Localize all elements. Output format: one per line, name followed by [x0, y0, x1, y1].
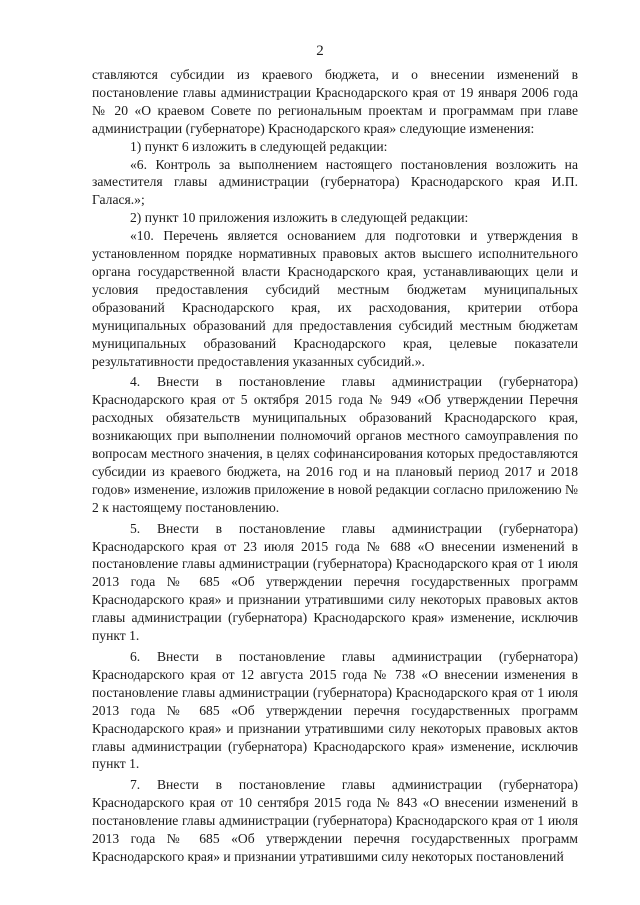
paragraph-4: 4. Внести в постановление главы администрации (губернатора) Краснодарского края от 5 октября 2015 года № 949 «Об утверждении Перечня расходных обязательств муниципальных образований Краснодарского края, возникающих при выполнении полномочий органов местного самоуправления по вопросам местного значения, в целях софинансирования которых предоставляются субсидии из краевого бюджета, на 2016 год и на плановый период 2017 и 2018 годов» изменение, изложив приложение в новой редакции согласно приложению № 2 к настоящему постановлению.: [92, 374, 578, 515]
paragraph-7: 7. Внести в постановление главы администрации (губернатора) Краснодарского края от 10 сентября 2015 года № 843 «О внесении изменений в постановление главы администрации (губернатора) Краснодарского края от 1 июля 2013 года № 685 «Об утверждении перечня государственных программ Краснодарского края» и признании утратившими силу некоторых постановлений: [92, 777, 578, 864]
paragraph-6: 6. Внести в постановление главы администрации (губернатора) Краснодарского края от 12 августа 2015 года № 738 «О внесении изменения в постановление главы администрации (губернатора) Краснодарского края от 1 июля 2013 года № 685 «Об утверждении перечня государственных программ Краснодарского края» и признании утратившими силу некоторых правовых актов главы администрации (губернатора) Краснодарского края» изменение, исключив пункт 1.: [92, 649, 578, 772]
paragraph-quote-6: «6. Контроль за выполнением настоящего постановления возложить на заместителя главы администрации (губернатора) Краснодарского края И.П. Галася.»;: [92, 156, 578, 208]
paragraph-quote-10: «10. Перечень является основанием для подготовки и утверждения в установленном порядке нормативных правовых актов высшего исполнительного органа государственной власти Краснодарского края, устанавливающих цели и условия предоставления субсидий местным бюджетам муниципальных образований Краснодарского края, их расходования, критерии отбора муниципальных образований для предоставления субсидий местным бюджетам муниципальных образований Краснодарского края, целевые показатели результативности предоставления указанных субсидий.».: [92, 228, 578, 369]
paragraph-item-1: 1) пункт 6 изложить в следующей редакции:: [130, 138, 388, 154]
page-number: 2: [316, 43, 324, 59]
paragraph-item-2: 2) пункт 10 приложения изложить в следующей редакции:: [130, 210, 469, 226]
paragraph-5: 5. Внести в постановление главы администрации (губернатора) Краснодарского края от 23 июля 2015 года № 688 «О внесении изменений в постановление главы администрации (губернатора) Краснодарского края от 1 июля 2013 года № 685 «Об утверждении перечня государственных программ Краснодарского края» и признании утратившими силу некоторых правовых актов главы администрации (губернатора) Краснодарского края» изменение, исключив пункт 1.: [92, 520, 578, 644]
document-body: [92, 66, 578, 866]
paragraph-continuation: ставляются субсидии из краевого бюджета, и о внесении изменений в постановление главы администрации Краснодарского края от 19 января 2006 года № 20 «О краевом Совете по региональным проектам и программам при главе администрации (губернаторе) Краснодарского края» следующие изменения:: [92, 67, 578, 136]
